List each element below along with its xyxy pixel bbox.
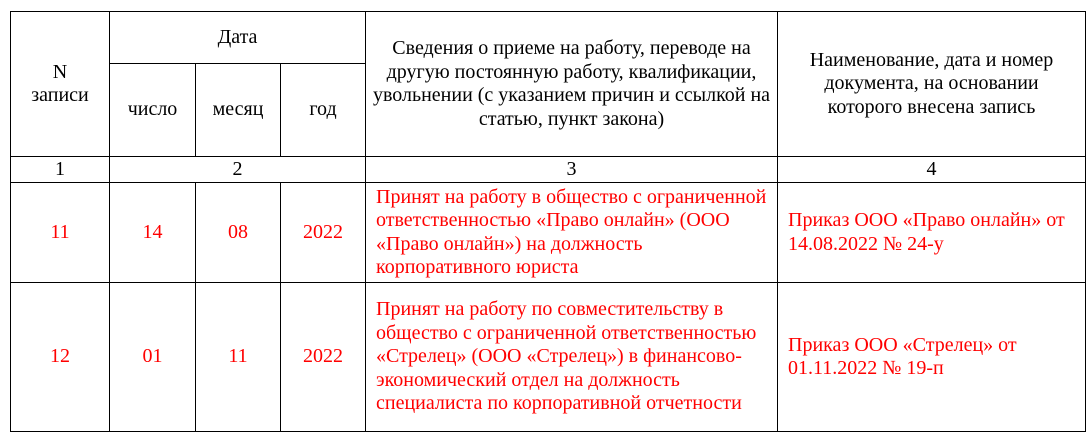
entry-number: 11 — [11, 183, 110, 283]
entry-year: 2022 — [281, 183, 366, 283]
entry-month: 11 — [196, 283, 281, 432]
work-record-table — [10, 11, 1086, 432]
entry-day: 01 — [110, 283, 196, 432]
header-day: число — [110, 64, 196, 157]
entry-document: Приказ ООО «Право онлайн» от 14.08.2022 № 24-у — [778, 183, 1086, 283]
entry-month: 08 — [196, 183, 281, 283]
column-number-row — [11, 157, 1086, 183]
entry-information: Принят на работу в общество с ограниченной ответственностью «Право онлайн» (ООО «Право онлайн») на должность корпоративного юриста — [366, 183, 778, 283]
header-entry-number — [11, 12, 110, 157]
entry-document: Приказ ООО «Стрелец» от 01.11.2022 № 19-п — [778, 283, 1086, 432]
entry-year: 2022 — [281, 283, 366, 432]
table-row — [11, 183, 1086, 283]
header-year: год — [281, 64, 366, 157]
header-month: месяц — [196, 64, 281, 157]
column-number-2: 2 — [110, 157, 366, 183]
column-number-4: 4 — [778, 157, 1086, 183]
header-entry-number-line2: записи — [31, 84, 89, 106]
header-entry-number-line1: N — [52, 60, 68, 83]
table-row — [11, 283, 1086, 432]
column-number-3: 3 — [366, 157, 778, 183]
header-row-main — [11, 12, 1086, 64]
header-document: Наименование, дата и номер документа, на основании которого внесена запись — [778, 12, 1086, 157]
header-information: Сведения о приеме на работу, переводе на другую постоянную работу, квалификации, увольнении (с указанием причин и ссылкой на статью, пункт закона) — [366, 12, 778, 157]
entry-number: 12 — [11, 283, 110, 432]
header-date: Дата — [110, 12, 366, 64]
entry-information: Принят на работу по совместительству в общество с ограниченной ответственностью «Стрелец» (ООО «Стрелец») в финансово-экономический отдел на должность специалиста по корпоративной отчетности — [366, 283, 778, 432]
entry-day: 14 — [110, 183, 196, 283]
column-number-1: 1 — [11, 157, 110, 183]
